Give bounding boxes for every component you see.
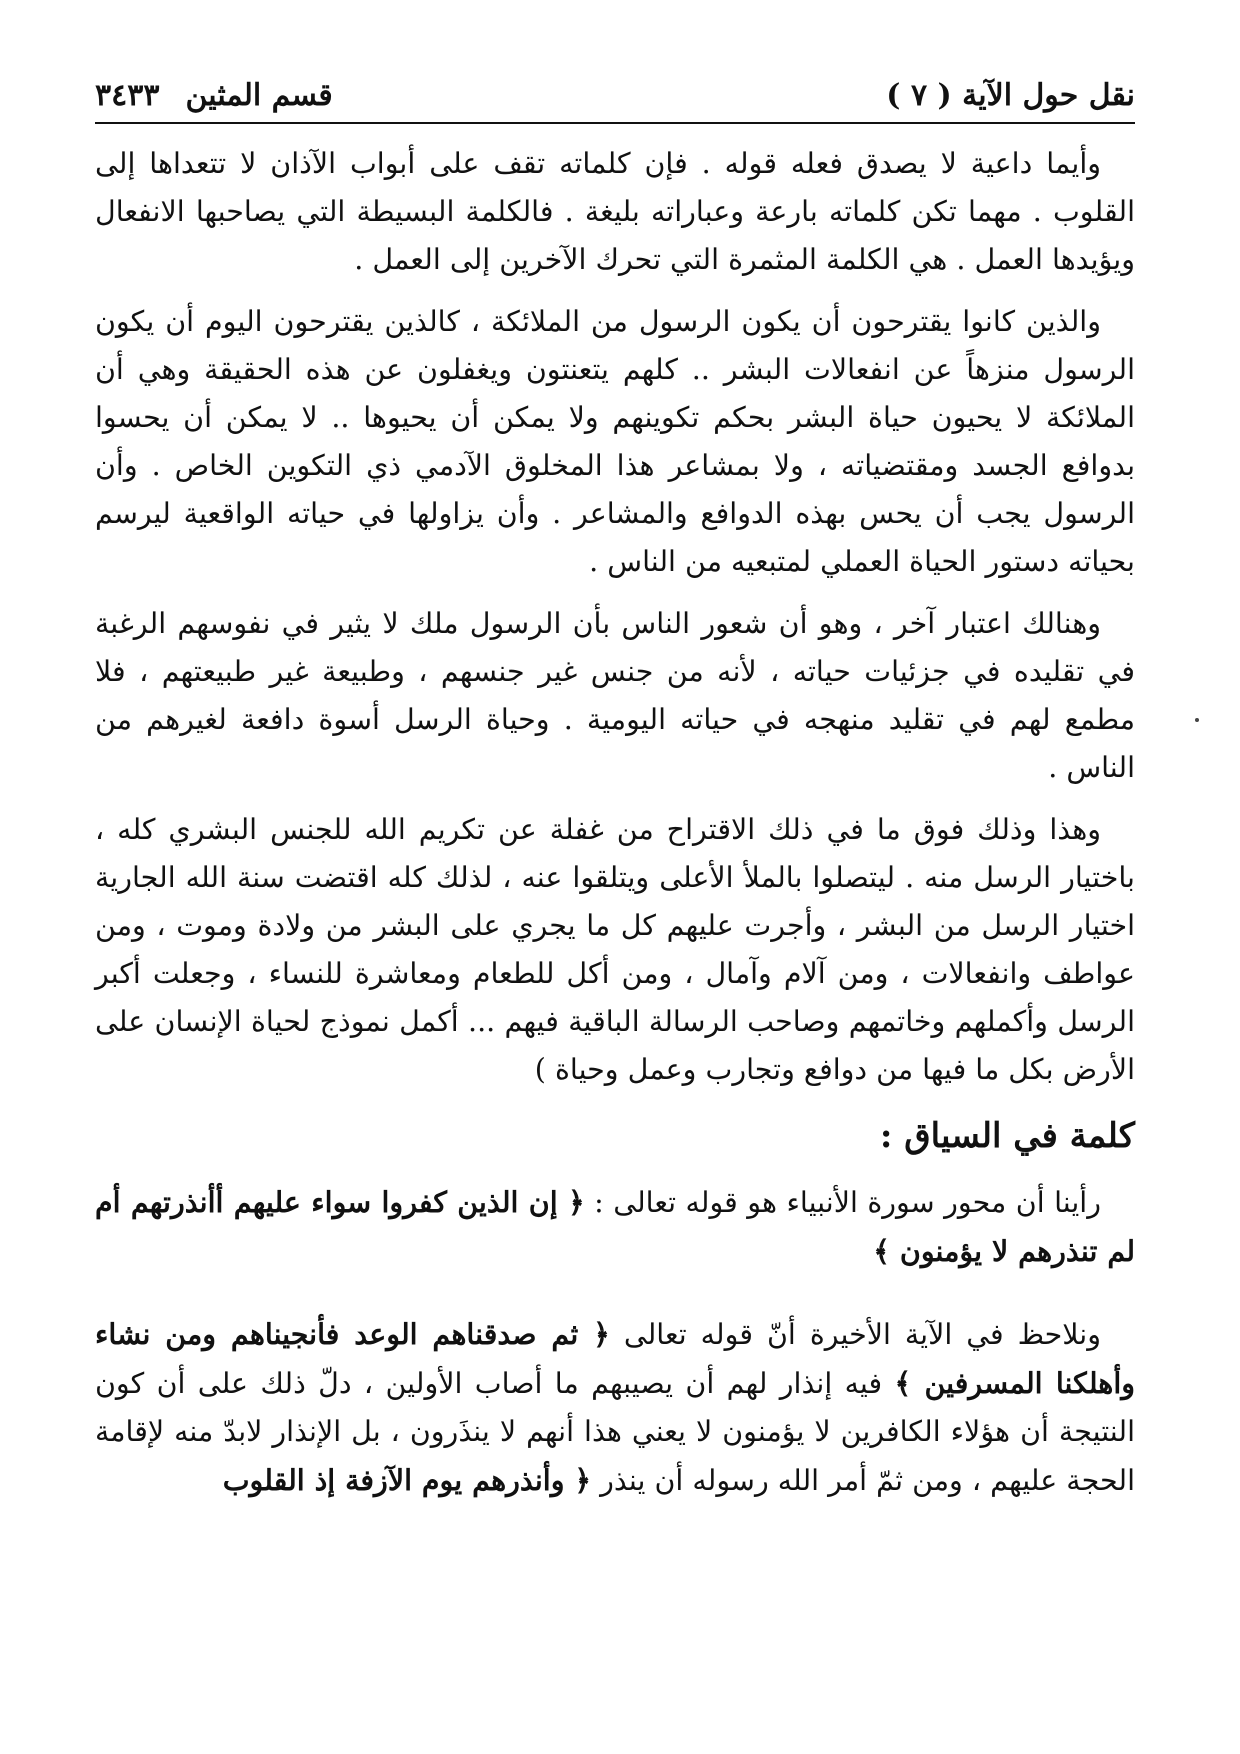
context-paragraph-1 <box>95 1178 1135 1276</box>
context-paragraph-2-intro: ونلاحظ في الآية الأخيرة أنّ قوله تعالى <box>609 1318 1102 1351</box>
quranic-verse: ﴿ إن الذين كفروا سواء عليهم أأنذرتهم أم لم تنذرهم لا يؤمنون ﴾ <box>95 1185 1135 1268</box>
context-paragraph-2-middle: فيه إنذار لهم أن يصيبهم ما أصاب الأولين ، دلّ ذلك على أن كون النتيجة أن هؤلاء الكافرين لا يؤمنون لا يعني هذا أنهم لا ينذَرون ، بل الإنذار لابدّ منه لإقامة الحجة عليهم ، ومن ثمّ أمر الله رسوله أن ينذر <box>95 1367 1135 1497</box>
book-page <box>95 70 1135 1730</box>
context-paragraph-2 <box>95 1310 1135 1505</box>
page-number: ٣٤٣٣ <box>95 78 160 113</box>
paragraph-1: وأيما داعية لا يصدق فعله قوله . فإن كلماته تقف على أبواب الآذان لا تتعداها إلى القلوب . مهما تكن كلماته بارعة وعباراته بليغة . فالكلمة البسيطة التي يصاحبها الانفعال ويؤيدها العمل . هي الكلمة المثمرة التي تحرك الآخرين إلى العمل . <box>95 147 1135 276</box>
running-title: نقل حول الآية ( ٧ ) <box>886 78 1135 113</box>
paragraph-3: وهنالك اعتبار آخر ، وهو أن شعور الناس بأن الرسول ملك لا يثير في نفوسهم الرغبة في تقليده في جزئيات حياته ، لأنه من جنس غير جنسهم ، وطبيعة غير طبيعتهم ، فلا مطمع لهم في تقليد منهجه في حياته اليومية . وحياة الرسل أسوة دافعة لغيرهم من الناس . <box>95 607 1135 784</box>
section-heading: كلمة في السياق : <box>879 1116 1135 1156</box>
paragraph-4: وهذا وذلك فوق ما في ذلك الاقتراح من غفلة عن تكريم الله للجنس البشري كله ، باختيار الرسل منه . ليتصلوا بالملأ الأعلى ويتلقوا عنه ، لذلك كله اقتضت سنة الله الجارية اختيار الرسل من البشر ، وأجرت عليهم كل ما يجري على البشر من ولادة وموت ، ومن عواطف وانفعالات ، ومن آلام وآمال ، ومن أكل للطعام ومعاشرة للنساء ، وجعلت أكبر الرسل وأكملهم وخاتمهم وصاحب الرسالة الباقية فيهم ... أكمل نموذج لحياة الإنسان على الأرض بكل ما فيها من دوافع وتجارب وعمل وحياة ) <box>95 813 1135 1086</box>
paragraph-2: والذين كانوا يقترحون أن يكون الرسول من الملائكة ، كالذين يقترحون اليوم أن يكون الرسول منزهاً عن انفعالات البشر .. كلهم يتعنتون ويغفلون عن هذه الحقيقة وهي أن الملائكة لا يحيون حياة البشر بحكم تكوينهم ولا يمكن أن يحيوها .. لا يمكن أن يحسوا بدوافع الجسد ومقتضياته ، ولا بمشاعر هذا المخلوق الآدمي ذي التكوين الخاص . وأن الرسول يجب أن يحس بهذه الدوافع والمشاعر . وأن يزاولها في حياته الواقعية ليرسم بحياته دستور الحياة العملي لمتبعيه من الناس . <box>95 305 1135 578</box>
section-name: قسم المثين <box>185 78 333 113</box>
section-and-page <box>95 78 333 113</box>
quranic-verse: ﴿ وأنذرهم يوم الآزفة إذ القلوب <box>222 1463 592 1497</box>
quranic-verse: ﴿ ثم صدقناهم الوعد فأنجيناهم ومن نشاء وأهلكنا المسرفين ﴾ <box>95 1317 1135 1400</box>
context-paragraph-1-intro: رأينا أن محور سورة الأنبياء هو قوله تعالى : <box>584 1186 1101 1219</box>
margin-dot <box>1195 718 1199 722</box>
page-content <box>95 124 1135 1505</box>
paragraph-spacer <box>95 1290 1135 1310</box>
page-header <box>95 70 1135 124</box>
